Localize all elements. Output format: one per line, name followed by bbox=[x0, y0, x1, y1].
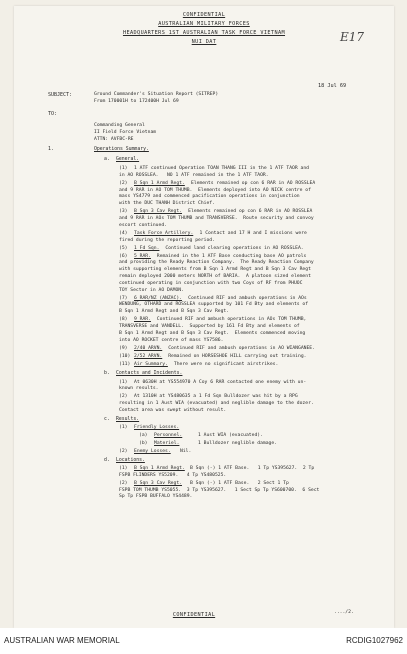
item-text-line: Remained in the 1 ATF Base conducting base AO patrols bbox=[156, 253, 307, 259]
section-a-title: General. bbox=[116, 157, 140, 162]
item-text-line: Continued RIF and ambush operations in AOs bbox=[188, 295, 307, 301]
item-title: 6 RAR/NZ (ANZAC). bbox=[134, 295, 182, 301]
section-1-title: Operations Summary. bbox=[94, 147, 149, 152]
item-text-line: Elements remained op con 6 RAR in AO ROSSLEA bbox=[191, 180, 316, 186]
item-title: B Sqn 3 Cav Regt. bbox=[134, 209, 182, 215]
item-text-line: and 9 RAR in AO TOM THUMB. Elements deployed into AO NICK centre of bbox=[119, 187, 311, 193]
section-a-label: a. bbox=[104, 157, 110, 162]
section-d-label: d. bbox=[104, 458, 110, 463]
item-title: B Sqn 1 Armd Regt. bbox=[134, 180, 185, 186]
contact-text-line: At 1310H at YS480635 a 1 Fd Sqn Bulldozer was hit by a RPG bbox=[134, 394, 298, 400]
personnel-text: 1 Aust WIA (evacuated). bbox=[198, 433, 263, 438]
location-1-number: (1) bbox=[119, 466, 128, 471]
location-1-line-1: B Sqn (-) 1 ATF Base. 1 Tp YS395627. 2 Tp bbox=[190, 466, 315, 471]
item-text-line: B Sqn 1 Armd Regt and B Sqn 3 Cav Regt. bbox=[119, 309, 230, 315]
section-c-label: c. bbox=[104, 417, 110, 422]
location-2-line-3: Sp Tp FSPB BUFFALO YS4489. bbox=[119, 494, 193, 500]
item-text-line: with the DUC THANH District Chief. bbox=[119, 201, 215, 207]
item-text-line: B Sqn 1 Armd Regt and B Sqn 3 Cav Regt. Elements commenced moving bbox=[119, 330, 306, 336]
contact-text-line: Contact area was swept without result. bbox=[119, 408, 227, 413]
to-line-1: Commanding General bbox=[94, 123, 145, 128]
item-number: (2) bbox=[119, 180, 128, 186]
section-b-title: Contacts and Incidents. bbox=[116, 370, 183, 376]
to-label: TO: bbox=[48, 111, 58, 117]
item-text-line: TRANSVERSE and VANDELL. Supported by 161 Fd Bty and elements of bbox=[119, 324, 300, 329]
section-1-number: 1. bbox=[48, 147, 54, 152]
location-2-number: (2) bbox=[119, 480, 128, 486]
item-number: (9) bbox=[119, 345, 128, 351]
item-text-line: WENDUNG, OTHARD and ROSSLEA supported by 101 Fd Bty and elements of bbox=[119, 302, 309, 308]
item-text-line: 1 Contact and 17 H and I missions were bbox=[199, 230, 307, 236]
enemy-losses-title: Enemy Losses. bbox=[134, 449, 171, 454]
item-number: (3) bbox=[119, 209, 128, 215]
contact-text-line: known results. bbox=[119, 386, 159, 392]
materiel-number: (b) bbox=[139, 441, 148, 446]
personnel-title: Personnel. bbox=[154, 433, 183, 438]
enemy-losses-text: Nil. bbox=[180, 449, 192, 454]
item-text-line: and providing the Ready Reaction Company. The Ready Reaction Company bbox=[119, 260, 314, 266]
item-title: 1 Fd Sqn. bbox=[134, 245, 160, 251]
item-number: (5) bbox=[119, 245, 128, 251]
item-title: Task Force Artillery. bbox=[134, 230, 194, 236]
item-text-line: Continued land clearing operations in AO ROSSLEA. bbox=[165, 245, 304, 251]
item-text-line: mass YS4779 and commenced pacification operations in conjunction bbox=[119, 194, 300, 200]
friendly-losses-number: (1) bbox=[119, 425, 128, 430]
item-number: (1) bbox=[119, 166, 128, 171]
item-number: (11) bbox=[119, 361, 131, 367]
contact-text-line: resulting in 1 Aust WIA (evacuated) and neglible damage to the dozer. bbox=[119, 401, 314, 407]
archive-footer bbox=[0, 628, 407, 654]
item-text-line: 1 ATF continued Operation TOAN THANG III in the 1 ATF TAOR and bbox=[134, 166, 309, 171]
contact-text-line: At 0630H at YS554970 A Coy 6 RAR contacted one enemy with un- bbox=[134, 379, 307, 385]
materiel-text: 1 Bulldozer neglible damage. bbox=[198, 441, 278, 446]
materiel-title: Materiel. bbox=[154, 441, 180, 446]
item-text-line: with supporting elements from B Sqn 1 Armd Regt and B Sqn 3 Cav Regt bbox=[119, 267, 311, 273]
handwritten-folio-mark: E17 bbox=[339, 30, 364, 44]
friendly-losses-title: Friendly Losses. bbox=[134, 425, 180, 430]
enemy-losses-number: (2) bbox=[119, 449, 128, 454]
header-line-1: AUSTRALIAN MILITARY FORCES bbox=[158, 21, 250, 27]
header-line-3: NUI DAT bbox=[191, 39, 217, 45]
item-text-line: TOY Sector in AO DAMON. bbox=[119, 287, 184, 293]
item-number: (7) bbox=[119, 295, 128, 301]
item-number: (8) bbox=[119, 317, 128, 323]
item-title: 5 RAR. bbox=[134, 253, 151, 259]
item-text-line: fired during the reporting period. bbox=[119, 237, 215, 243]
document-date: 18 Jul 69 bbox=[318, 83, 347, 89]
location-1-title: B Sqn 1 Armd Regt. bbox=[134, 466, 185, 471]
location-2-title: B Sqn 3 Cav Regt. bbox=[134, 480, 182, 486]
location-2-line-2: FSPB TOM THUMB YS5055. 3 Tp YS395627. 1 Sect Sp Tp YS600700. 6 Sect bbox=[119, 487, 320, 493]
item-text-line: continued operating in conjunction with two Coys of RF from PHUOC bbox=[119, 280, 303, 286]
archive-id: RCDIG1027962 bbox=[346, 636, 403, 645]
item-title: 2/52 ARVN. bbox=[134, 353, 163, 359]
section-b-label: b. bbox=[104, 370, 110, 376]
subject-line-2: From 170001H to 172400H Jul 69 bbox=[94, 99, 179, 104]
contact-number: (2) bbox=[119, 394, 128, 400]
item-text-line: escort continued. bbox=[119, 222, 167, 228]
item-text-line: remain deployed 2000 meters NORTH of BARIA. A platoon sized element bbox=[119, 274, 311, 279]
classification-top: CONFIDENTIAL bbox=[182, 12, 226, 18]
item-text-line: There were no significant airstrikes. bbox=[173, 361, 279, 367]
classification-bottom: CONFIDENTIAL bbox=[172, 612, 216, 618]
contact-number: (1) bbox=[119, 379, 128, 385]
document-page bbox=[14, 6, 394, 628]
header-line-2: HEADQUARTERS 1ST AUSTRALIAN TASK FORCE VIETNAM bbox=[122, 30, 286, 36]
to-line-2: II Field Force Vietnam bbox=[94, 130, 157, 135]
item-text-line: Continued RIF and ambush operations in AO WIANGANEE. bbox=[168, 345, 315, 351]
item-number: (4) bbox=[119, 230, 128, 236]
item-text-line: and 9 RAR in AOs TOM THUMB and TRANSVERSE. Route security and convoy bbox=[119, 216, 314, 221]
item-title: 2/40 ARVN. bbox=[134, 345, 163, 351]
archive-name: AUSTRALIAN WAR MEMORIAL bbox=[4, 636, 120, 645]
item-number: (10) bbox=[119, 353, 131, 359]
item-text-line: Remained on HORSESHOE HILL carrying out training. bbox=[168, 353, 307, 359]
subject-line-1: Ground Commander's Situation Report (SITREP) bbox=[94, 92, 219, 97]
item-text-line: in AO ROSSLEA. NO 1 ATF remained in the 1 ATF TAOR. bbox=[119, 172, 269, 178]
location-2-line-1: B Sqn (-) 1 ATF Base. 2 Sect 1 Tp bbox=[190, 480, 289, 486]
to-line-3: ATTN: AVFBC-RE bbox=[94, 137, 134, 142]
section-c-title: Results. bbox=[116, 417, 140, 422]
continuation-marker: ..../2. bbox=[334, 610, 354, 615]
location-1-line-2: FSPB FLINDERS YS5209. 4 Tp YS480525. bbox=[119, 472, 227, 478]
personnel-number: (a) bbox=[139, 433, 148, 438]
item-text-line: Elements remained op con 6 RAR in AO ROSSLEA bbox=[188, 209, 313, 215]
item-text-line: into AO ROCKET centre of mass YS7586. bbox=[119, 337, 224, 343]
item-text-line: Continued RIF and ambush operations in AOs TOM THUMB, bbox=[156, 317, 307, 323]
item-title: 9 RAR. bbox=[134, 317, 151, 323]
subject-label: SUBJECT: bbox=[48, 92, 73, 98]
item-number: (6) bbox=[119, 253, 128, 259]
section-d-title: Locations. bbox=[116, 458, 145, 463]
item-title: Air Summary. bbox=[134, 361, 168, 367]
